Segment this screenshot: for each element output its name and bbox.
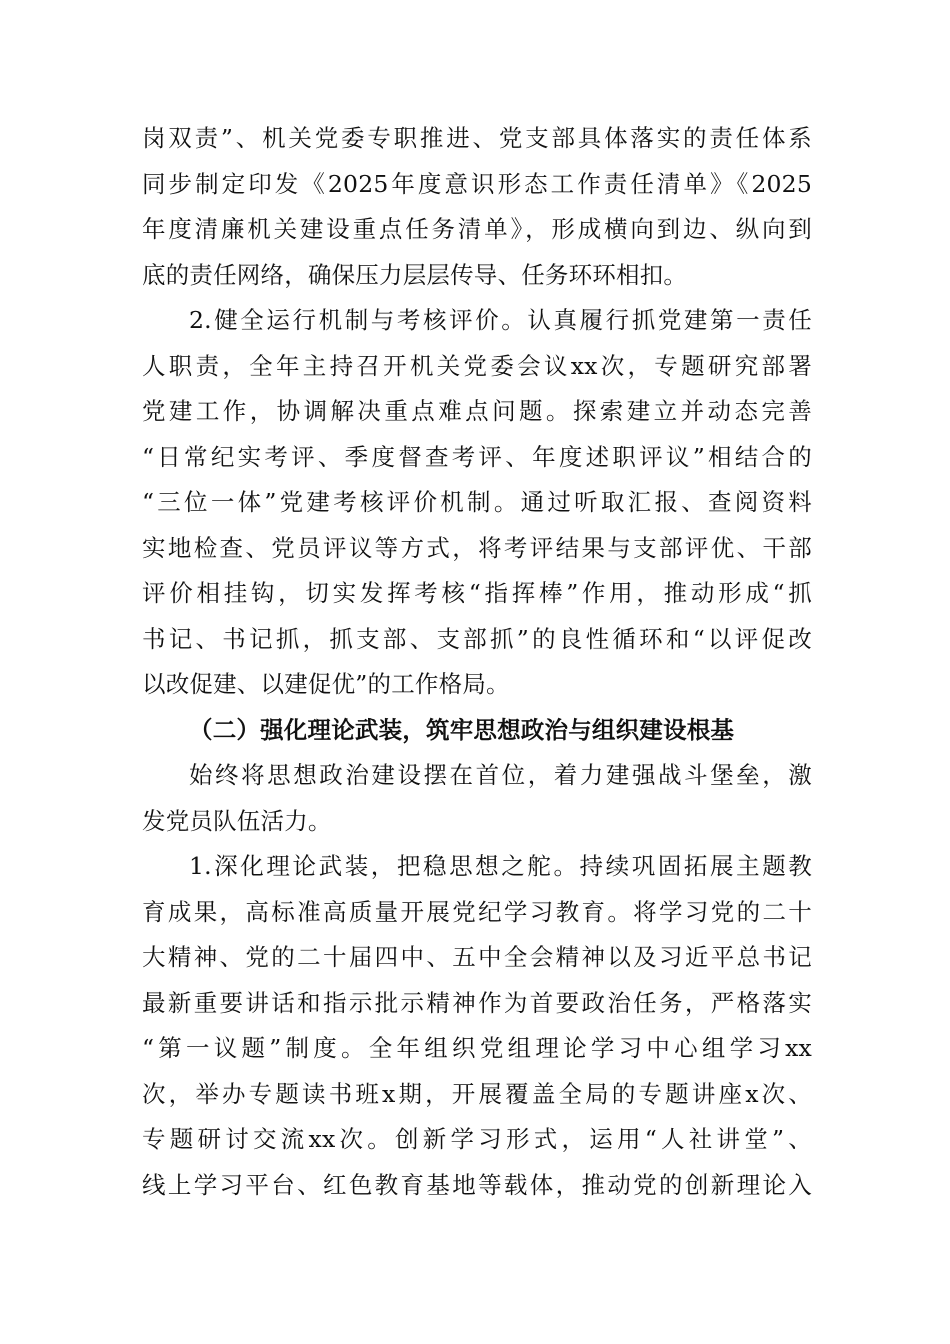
- text-line: “三位一体”党建考核评价机制。通过听取汇报、查阅资料: [142, 488, 812, 516]
- text-line: “第一议题”制度。全年组织党组理论学习中心组学习xx: [142, 1034, 812, 1062]
- text-line: “日常纪实考评、季度督查考评、年度述职评议”相结合的: [142, 442, 812, 471]
- text-line: 年度清廉机关建设重点任务清单》，形成横向到边、纵向到: [142, 215, 812, 243]
- text-line: 专题研讨交流xx次。创新学习形式，运用“人社讲堂”、: [142, 1125, 812, 1153]
- text-line: 实地检查、党员评议等方式，将考评结果与支部评优、干部: [142, 533, 812, 562]
- text-line: 人职责，全年主持召开机关党委会议xx次，专题研究部署: [142, 351, 812, 380]
- text-line: 大精神、党的二十届四中、五中全会精神以及习近平总书记: [142, 943, 812, 971]
- text-line: 以改促建、以建促优”的工作格局。: [142, 670, 510, 698]
- section-heading: （二）强化理论武装，筑牢思想政治与组织建设根基: [189, 715, 735, 744]
- text-line: 党建工作，协调解决重点难点问题。探索建立并动态完善: [142, 397, 812, 425]
- paragraph-first-line: 始终将思想政治建设摆在首位，着力建强战斗堡垒，激: [189, 761, 812, 789]
- text-line: 同步制定印发《2025年度意识形态工作责任清单》《2025: [142, 169, 812, 198]
- paragraph-first-line: 2.健全运行机制与考核评价。认真履行抓党建第一责任: [189, 306, 812, 334]
- text-line: 底的责任网络，确保压力层层传导、任务环环相扣。: [142, 260, 688, 289]
- document-body: [142, 116, 812, 1208]
- text-line: 次，举办专题读书班x期，开展覆盖全局的专题讲座x次、: [142, 1079, 812, 1108]
- text-line: 评价相挂钩，切实发挥考核“指挥棒”作用，推动形成“抓: [142, 579, 812, 607]
- text-line: 线上学习平台、红色教育基地等载体，推动党的创新理论入: [142, 1170, 812, 1199]
- text-line: 育成果，高标准高质量开展党纪学习教育。将学习党的二十: [142, 897, 812, 926]
- text-line: 岗双责”、机关党委专职推进、党支部具体落实的责任体系: [142, 124, 812, 152]
- text-line: 最新重要讲话和指示批示精神作为首要政治任务，严格落实: [142, 988, 812, 1017]
- paragraph-first-line: 1.深化理论武装，把稳思想之舵。持续巩固拓展主题教: [189, 852, 812, 880]
- text-line: 书记、书记抓，抓支部、支部抓”的良性循环和“以评促改: [142, 624, 812, 653]
- text-line: 发党员队伍活力。: [142, 806, 332, 835]
